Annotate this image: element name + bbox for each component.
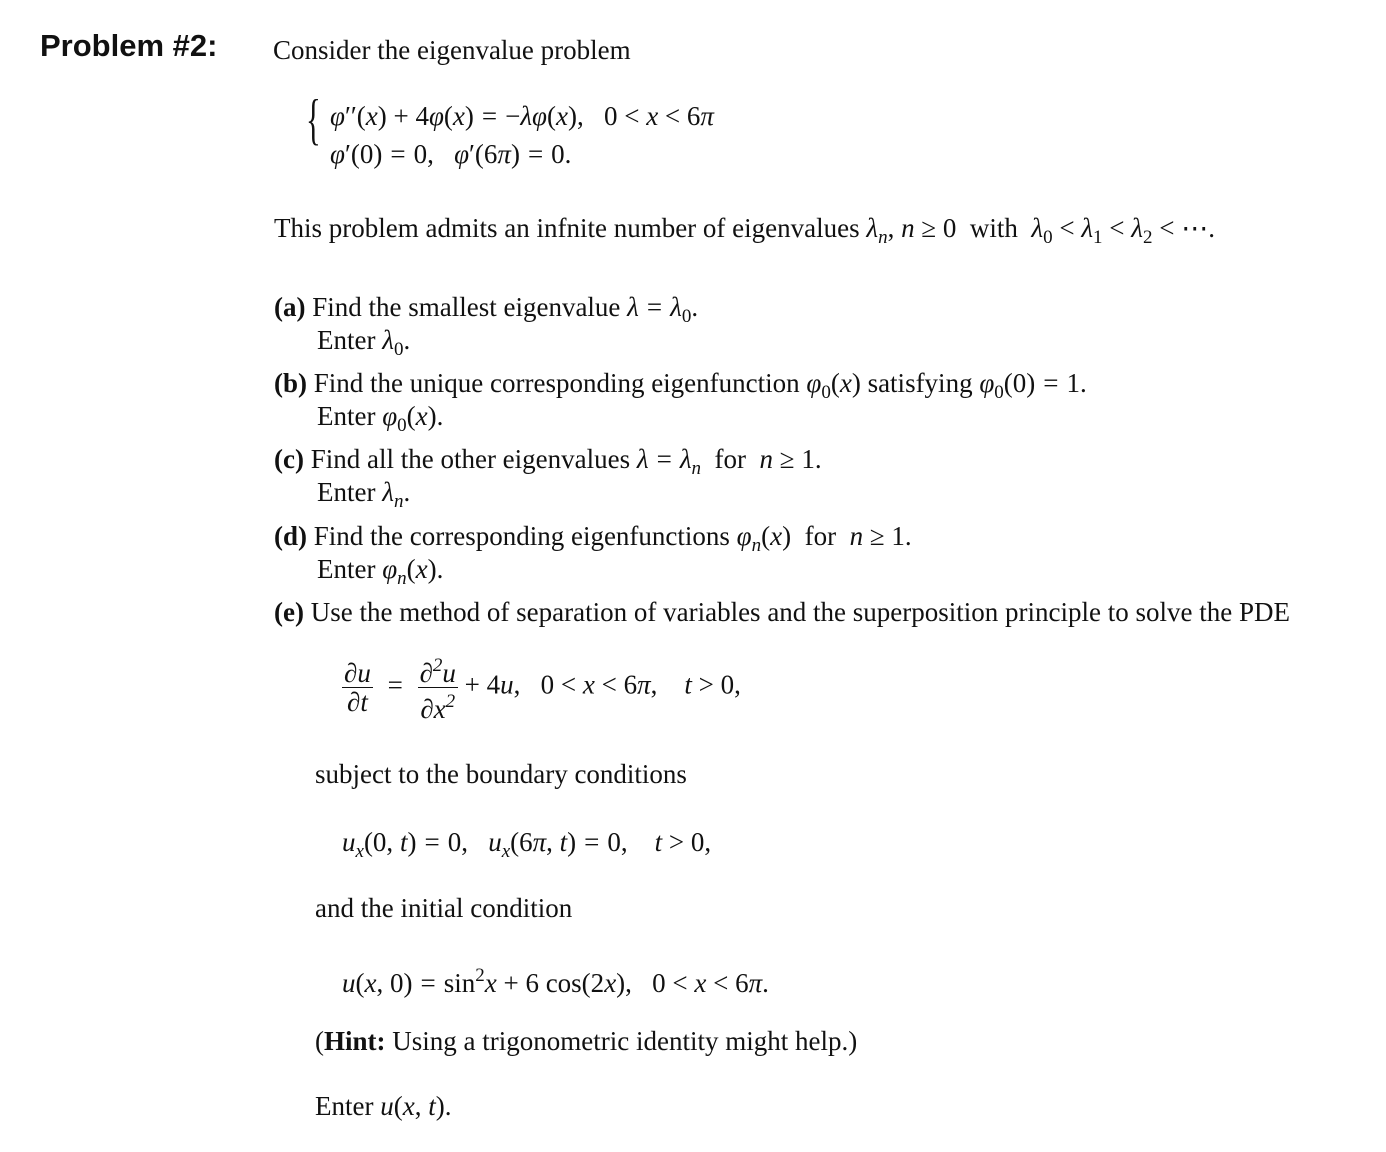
initial-condition: u(x, $0) = \sin^2x + 6$ cos(2x), 0 < x < 6π. [342, 965, 769, 998]
hint: (Hint: Using a trigonometric identity might help.) [315, 1026, 858, 1056]
final-enter: Enter u(x, t). [315, 1091, 452, 1121]
part-c-question: (c) Find all the other eigenvalues $\lambda = \lambda_n$ for n ≥ 1. [274, 444, 822, 479]
bc-intro: subject to the boundary conditions [315, 759, 687, 789]
hint-text: Using a trigonometric identity might help.) [392, 1026, 858, 1056]
part-b-label: (b) [274, 368, 307, 398]
equation-line-2: φ′(0) = 0, φ′(6π) = 0. [330, 139, 572, 169]
left-brace: { [306, 89, 321, 151]
problem-intro: Consider the eigenvalue problem [273, 35, 631, 65]
part-d-enter: Enter $\varphi_n(x)$. [317, 554, 444, 589]
part-e-label: (e) [274, 597, 304, 627]
eigenvalue-statement: This problem admits an infnite number of eigenvalues $\lambda_n$, n ≥ 0 with $\lambda_0 < \lambda_1 < \lambda_2$ < ⋯. [274, 213, 1215, 248]
part-d-question: (d) Find the corresponding eigenfunctions $\varphi_n(x)$ for n ≥ 1. [274, 521, 912, 556]
part-c-enter: Enter $\lambda_n$. [317, 477, 411, 512]
ic-intro: and the initial condition [315, 893, 573, 923]
problem-title: Problem #2: [40, 28, 218, 63]
part-d-label: (d) [274, 521, 307, 551]
boundary-conditions: $u_x(0$, t) = 0, $u_x(6\pi$, t) = 0, t > 0, [342, 827, 712, 862]
hint-label: Hint: [324, 1026, 386, 1056]
part-a-question: (a) Find the smallest eigenvalue $\lambda = \lambda_0$. [274, 292, 699, 327]
part-c-label: (c) [274, 444, 304, 474]
part-a-enter: Enter $\lambda_0$. [317, 325, 411, 360]
equation-line-1: φ′′(x) + 4φ(x) = −λφ(x), 0 < x < 6π [330, 101, 714, 131]
pde-equation: $\frac{\partial u}{\partial t}$ = $\frac{\partial^2u}{\partial x^2}$ + 4u, 0 < x < 6π, t > 0, [342, 652, 741, 723]
part-b-enter: Enter $\varphi_0(x)$. [317, 401, 444, 436]
part-e-text: Use the method of separation of variables and the superposition principle to solve the PDE [310, 597, 1290, 627]
part-e-question [274, 596, 1290, 628]
part-b-question: (b) Find the unique corresponding eigenfunction $\varphi_0(x)$ satisfying $\varphi_0(0) = 1$. [274, 368, 1087, 403]
part-a-label: (a) [274, 292, 306, 322]
